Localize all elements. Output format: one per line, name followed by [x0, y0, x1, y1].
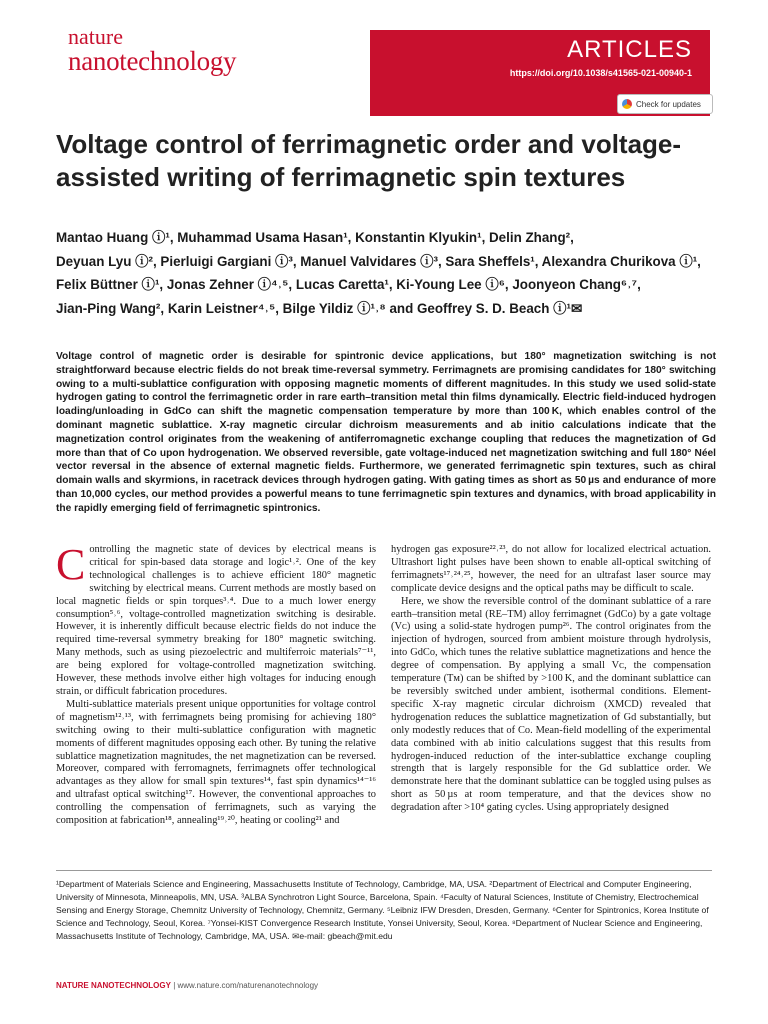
article-type-label: ARTICLES [567, 36, 692, 63]
journal-logo-line2: nanotechnology [68, 46, 237, 76]
doi-link[interactable]: https://doi.org/10.1038/s41565-021-00940-1 [509, 68, 692, 78]
footer-url[interactable]: | www.nature.com/naturenanotechnology [170, 981, 319, 990]
check-updates-icon [622, 99, 632, 109]
footer-journal: NATURE NANOTECHNOLOGY [56, 981, 171, 990]
intro-paragraph-4: Here, we show the reversible control of the dominant sublattice of a rare earth–transition metal (RE–TM) alloy ferrimagnet (GdCo) by a gate voltage (Vᴄ) using a solid-state hydrogen pump²⁶. The control originates from the injection of hydrogen, sourced from ambient moisture through hydrolysis, into GdCo, which tunes the relative sublattice magnetizations and hence the degree of compensation. By applying a small Vᴄ, the compensation temperature (Tᴍ) can be shifted by >100 K, and the dominant sublattice can be reversibly switched under ambient, isothermal conditions. Element-specific X-ray magnetic circular dichroism (XMCD) revealed that hydrogenation reduces the sublattice magnetization of Gd substantially, but only modestly reduces that of Co. Mean-field modelling of the experimental data combined with ab initio calculations suggest that this results from hydrogen-induced reduction of the inter-sublattice exchange coupling strength that is largely responsible for the Gd sublattice order. We demonstrate here that the dominant sublattice can be toggled using pulses as short as 50 µs at room temperature, and that the devices show no degradation after >10⁴ gating cycles. Using appropriately designed [391, 595, 711, 814]
affiliations: ¹Department of Materials Science and Engineering, Massachusetts Institute of Technology, Cambridge, MA, USA. ²Department of Electrical and Computer Engineering, University of Minnesota, Minneapolis, MN, USA. ³ALBA Synchrotron Light Source, Barcelona, Spain. ⁴Faculty of Natural Sciences, Institute of Chemistry, Electrochemical Sensing and Energy Storage, Chemnitz University of Technology, Chemnitz, Germany. ⁵Leibniz IFW Dresden, Dresden, Germany. ⁶Center for Spintronics, Korea Institute of Science and Technology, Seoul, Korea. ⁷Yonsei-KIST Convergence Research Institute, Yonsei University, Seoul, Korea. ⁸Department of Nuclear Science and Engineering, Massachusetts Institute of Technology, Cambridge, MA, USA. ✉e-mail: gbeach@mit.edu [56, 879, 709, 941]
author-line-2[interactable]: Deyuan Lyu ⓘ², Pierluigi Gargiani ⓘ³, Manuel Valvidares ⓘ³, Sara Sheffels¹, Alexandra Churikova ⓘ¹, [56, 253, 701, 269]
journal-logo-line1: nature [68, 24, 123, 49]
author-line-1[interactable]: Mantao Huang ⓘ¹, Muhammad Usama Hasan¹, Konstantin Klyukin¹, Delin Zhang², [56, 230, 574, 245]
check-updates-label: Check for updates [636, 99, 701, 109]
body-column-right [391, 544, 711, 815]
author-list [56, 226, 726, 320]
body-column-left [56, 540, 376, 828]
intro-paragraph-1-text: ontrolling the magnetic state of devices by electrical means is critical for spin-based data storage and logic¹˒². One of the key technological challenges is to achieve efficient 180° magnetic switching by electrical means. Current methods are mostly based on local magnetic fields or spin torques³˒⁴. Due to a much lower energy consumption⁵˒⁶, voltage-controlled magnetization switching is desirable. However, it is inherently difficult because electric fields do not induce the required time-reversal symmetry breaking for 180° magnetic switching. Many methods, such as using piezoelectric and multiferroic materials⁷⁻¹¹, are being explored for voltage-controlled magnetization switching. However, these methods involve either high voltages for inducing enough strain, or difficult fabrication procedures. [56, 544, 376, 697]
abstract: Voltage control of magnetic order is desirable for spintronic device applications, but 180° magnetization switching is not straightforward because electric fields do not break time-reversal symmetry. Ferrimagnets are promising candidates for 180° switching owing to a multi-sublattice configuration with opposing magnetic moments of different magnitudes. In this study we used solid-state hydrogen gating to control the ferrimagnetic order in rare earth–transition metal thin films dynamically. Electric field-induced hydrogen loading/unloading in GdCo can shift the magnetic compensation temperature by more than 100 K, which enables control of the dominant magnetic sublattice. X-ray magnetic circular dichroism measurements and ab initio calculations indicate that the magnetization control originates from the weakening of antiferromagnetic exchange coupling that reduces the magnetization of Gd more than that of Co upon hydrogenation. We observed reversible, gate voltage-induced net magnetization switching and full 180° Néel vector reversal in the absence of external magnetic fields. Furthermore, we generated ferrimagnetic spin textures, such as chiral domain walls and skyrmions, in racetrack devices through hydrogen gating. With gating times as short as 50 µs and endurance of more than 10,000 cycles, our method provides a powerful means to tune ferrimagnetic spin textures and dynamics, with broad applicability in the rapidly emerging field of ferrimagnetic spintronics. [56, 351, 716, 514]
page-footer [56, 981, 318, 990]
check-for-updates-button[interactable] [617, 94, 713, 114]
intro-paragraph-1 [56, 540, 376, 699]
footnote-divider [56, 870, 712, 871]
journal-logo[interactable] [68, 24, 236, 74]
intro-paragraph-3: hydrogen gas exposure²²˒²³, do not allow for localized electrical actuation. Ultrashort light pulses have been shown to enable all-optical switching of ferrimagnets¹⁷˒²⁴˒²⁵, however, the need for an ultrafast laser source may complicate device designs and the optical paths may be difficult to scale. [391, 544, 711, 594]
intro-paragraph-2: Multi-sublattice materials present unique opportunities for voltage control of magnetism¹²˒¹³, with ferrimagnets being promising for achieving 180° switching owing to their multi-sublattice configuration with magnetic moments of different magnitudes opposing each other. By tuning the relative sublattice magnetization magnitudes, the net magnetization can be reversed. Moreover, compared with ferromagnets, ferrimagnets offer technological advantages as they allow for small spin textures¹⁴, fast spin dynamics¹⁴⁻¹⁶ and ultrafast optical switching¹⁷. However, the conventional approaches to controlling the compensation of ferrimagnets, such as varying the composition at fabrication¹⁸, annealing¹⁹˒²⁰, heating or cooling²¹ and [56, 698, 376, 827]
drop-cap: C [56, 540, 86, 589]
article-title: Voltage control of ferrimagnetic order and voltage-assisted writing of ferrimagnetic spin textures [56, 129, 682, 192]
author-line-4[interactable]: Jian-Ping Wang², Karin Leistner⁴˒⁵, Bilge Yildiz ⓘ¹˒⁸ and Geoffrey S. D. Beach ⓘ¹✉ [56, 300, 583, 316]
author-line-3[interactable]: Felix Büttner ⓘ¹, Jonas Zehner ⓘ⁴˒⁵, Lucas Caretta¹, Ki-Young Lee ⓘ⁶, Joonyeon Chang⁶˒⁷, [56, 277, 641, 292]
